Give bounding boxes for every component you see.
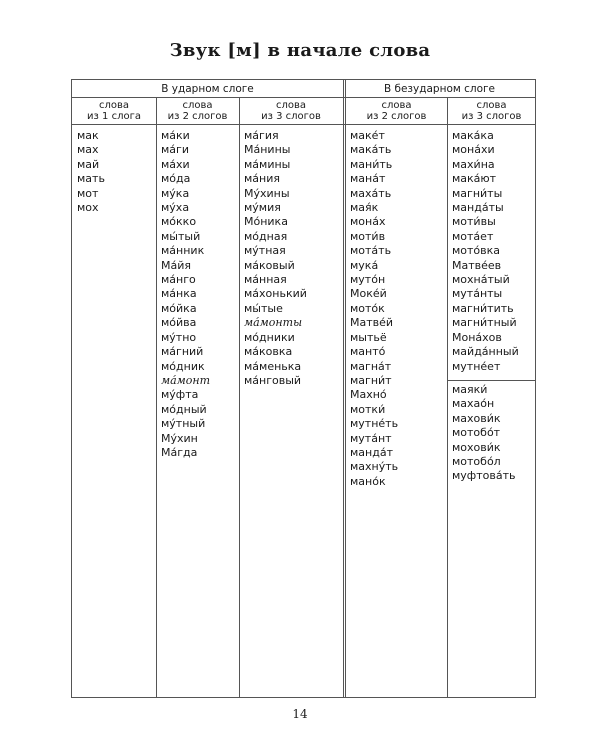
word-item: ма́менька	[244, 359, 302, 373]
word-item: ма́ковка	[244, 345, 293, 359]
word-item: ма́нная	[244, 273, 287, 287]
word-item: махови́к	[452, 411, 501, 425]
subgroup-divider	[447, 380, 535, 381]
word-item: ма́ковый	[244, 258, 295, 272]
word-list-unstressed-2syl	[350, 129, 398, 489]
word-item: манда́т	[350, 445, 393, 459]
word-item: магни́ты	[452, 186, 503, 200]
word-item: маяки́	[452, 383, 488, 396]
word-item: мотобо́л	[452, 455, 501, 469]
word-item: магни́тный	[452, 316, 517, 330]
word-item: мы́тый	[161, 229, 201, 243]
word-item: му́ха	[161, 201, 190, 215]
word-item: мо́йка	[161, 301, 197, 315]
word-item: Ма́йя	[161, 258, 191, 272]
word-item: мот	[77, 186, 99, 200]
word-item: Мона́хов	[452, 330, 502, 344]
word-item: мотобо́т	[452, 426, 501, 440]
word-item: мутне́ет	[452, 359, 501, 373]
word-item: мать	[77, 172, 105, 186]
word-item: мани́ть	[350, 157, 393, 171]
col-divider-2	[239, 97, 240, 697]
col-divider-4	[447, 97, 448, 697]
word-item: ма́нник	[161, 244, 205, 258]
word-item: му́фта	[161, 388, 199, 402]
word-item: мо́кко	[161, 215, 197, 229]
word-list-stressed-3syl	[244, 129, 307, 388]
word-item: ма́ния	[244, 172, 280, 186]
word-item: мах	[77, 143, 99, 157]
word-item: Му́хины	[244, 186, 290, 200]
word-item: Мо́ника	[244, 215, 288, 229]
word-item: мо́дник	[161, 359, 205, 373]
word-item: махао́н	[452, 397, 495, 411]
word-item: Ма́гда	[161, 445, 198, 459]
word-item: мото́к	[350, 301, 385, 315]
col-divider-1	[156, 97, 157, 697]
word-item: мака́ть	[350, 143, 392, 157]
word-item: магна́т	[350, 359, 392, 373]
word-item: ма́монт	[161, 373, 211, 387]
word-item: манто́	[350, 345, 386, 359]
word-item: Матве́ев	[452, 258, 502, 272]
word-item: ма́нговый	[244, 373, 302, 387]
word-item: моти́в	[350, 229, 386, 243]
word-item: маке́т	[350, 129, 385, 142]
col-header-stressed-2: слова из 2 слогов	[167, 100, 228, 122]
word-item: мана́т	[350, 172, 386, 186]
col-header-stressed-1: слова из 1 слога	[87, 100, 141, 122]
word-item: Ма́нины	[244, 143, 291, 157]
word-item: мутне́ть	[350, 417, 399, 431]
word-item: му́тно	[161, 330, 197, 344]
word-item: магни́тить	[452, 301, 514, 315]
word-list-stressed-2syl	[161, 129, 210, 460]
col-header-stressed-3: слова из 3 слогов	[261, 100, 321, 122]
word-item: мо́дный	[161, 402, 207, 416]
word-item: мо́да	[161, 172, 191, 186]
word-item: муфтова́ть	[452, 469, 516, 483]
word-item: мак	[77, 129, 99, 142]
word-item: ма́нго	[161, 273, 196, 287]
group-divider	[343, 80, 344, 697]
word-item: ма́нка	[161, 287, 197, 301]
word-item: ма́ги	[161, 143, 189, 157]
word-item: май	[77, 157, 100, 171]
word-item: мака́ка	[452, 129, 494, 142]
word-item: мытьё	[350, 330, 387, 344]
word-item: мука́	[350, 258, 379, 272]
word-item: Махно́	[350, 388, 387, 402]
word-item: мано́к	[350, 474, 386, 488]
word-item: мото́вка	[452, 244, 501, 258]
word-item: майда́нный	[452, 345, 519, 359]
word-item: махну́ть	[350, 460, 399, 474]
word-item: ма́гия	[244, 129, 279, 142]
word-item: ма́монты	[244, 316, 303, 330]
page-number: 14	[292, 707, 308, 721]
word-item: му́мия	[244, 201, 281, 215]
word-item: Матве́й	[350, 316, 394, 330]
word-item: мота́ет	[452, 229, 494, 243]
word-item: ма́ки	[161, 129, 190, 142]
word-item: мох	[77, 201, 99, 215]
group-divider-double	[345, 80, 346, 697]
word-item: магни́т	[350, 373, 392, 387]
stressed-heading: В ударном слоге	[161, 83, 254, 95]
col-header-unstressed-2: слова из 2 слогов	[366, 100, 427, 122]
header-divider	[72, 124, 535, 125]
word-item: му́тный	[161, 417, 206, 431]
word-item: мохови́к	[452, 440, 501, 454]
word-item: маха́ть	[350, 186, 392, 200]
word-list-unstressed-3syl	[452, 129, 519, 374]
word-table	[71, 79, 536, 698]
word-item: мо́дники	[244, 330, 295, 344]
word-item: мотки́	[350, 402, 386, 416]
word-item: Му́хин	[161, 431, 198, 445]
unstressed-heading: В безударном слоге	[383, 83, 496, 95]
word-item: мохна́тый	[452, 273, 510, 287]
word-item: мо́дная	[244, 229, 288, 243]
word-item: мота́ть	[350, 244, 392, 258]
word-item: мута́нт	[350, 431, 392, 445]
word-item: ма́мины	[244, 157, 291, 171]
word-item: мона́хи	[452, 143, 495, 157]
word-item: мака́ют	[452, 172, 497, 186]
word-item: Моке́й	[350, 287, 387, 301]
word-list-stressed-1syl	[77, 129, 105, 215]
word-item: моти́вы	[452, 215, 496, 229]
word-item: ма́хонький	[244, 287, 307, 301]
word-item: му́ка	[161, 186, 190, 200]
word-item: мута́нты	[452, 287, 503, 301]
word-item: манда́ты	[452, 201, 504, 215]
word-item: ма́хи	[161, 157, 190, 171]
word-item: мо́йва	[161, 316, 197, 330]
page-title: Звук [м] в начале слова	[169, 40, 431, 61]
word-item: махи́на	[452, 157, 495, 171]
word-item: мая́к	[350, 201, 379, 215]
word-item: му́тная	[244, 244, 286, 258]
col-header-unstressed-3: слова из 3 слогов	[461, 100, 522, 122]
word-item: мы́тые	[244, 301, 283, 315]
word-item: ма́гний	[161, 345, 204, 359]
word-item: муто́н	[350, 273, 386, 287]
word-item: мона́х	[350, 215, 386, 229]
heading-divider	[72, 97, 535, 98]
word-list-unstressed-3syl-lower	[452, 383, 515, 484]
